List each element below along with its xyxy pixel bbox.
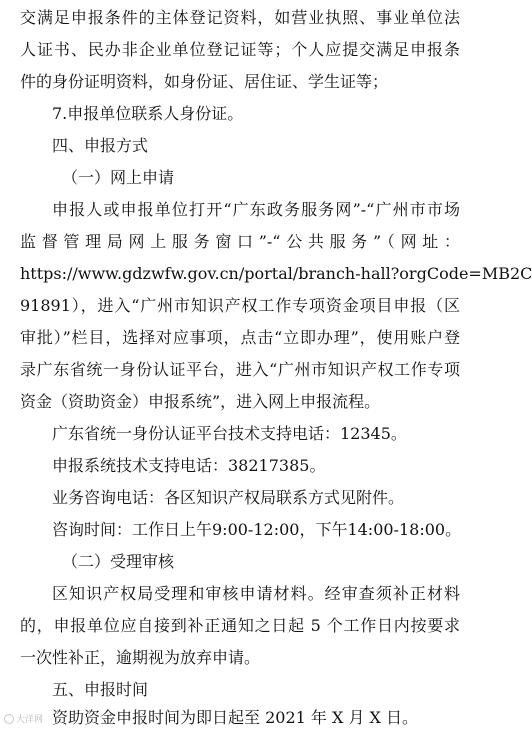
paragraph-line: 91891），进入“广州市知识产权工作专项资金项目申报（区 — [20, 296, 460, 315]
url-line: https://www.gdzwfw.gov.cn/portal/branch-hall?orgCode=MB2C — [20, 264, 532, 283]
paragraph-line: 申报人或申报单位打开“广东政务服务网”-“广州市市场 — [52, 200, 460, 219]
paragraph-line: 资助资金申报时间为即日起至 2021 年 X 月 X 日。 — [52, 708, 419, 727]
subsection-heading: （一）网上申请 — [62, 168, 175, 187]
subsection-heading: （二）受理审核 — [62, 552, 175, 571]
section-heading: 五、申报时间 — [52, 680, 149, 699]
support-phone-line: 广东省统一身份认证平台技术支持电话：12345。 — [52, 424, 407, 443]
consult-hours-line: 咨询时间：工作日上午9:00-12:00，下午14:00-18:00。 — [52, 520, 462, 539]
watermark — [4, 712, 43, 725]
paragraph-line: 人证书、民办非企业单位登记证等；个人应提交满足申报条 — [20, 40, 460, 59]
watermark-logo-icon — [4, 714, 14, 724]
section-heading: 四、申报方式 — [52, 136, 149, 155]
consult-phone-line: 业务咨询电话：各区知识产权局联系方式见附件。 — [52, 488, 405, 507]
paragraph-line: 区知识产权局受理和审核申请材料。经审查须补正材料 — [52, 584, 460, 603]
paragraph-line: 一次性补正，逾期视为放弃申请。 — [20, 648, 261, 667]
system-phone-line: 申报系统技术支持电话：38217385。 — [52, 456, 326, 475]
paragraph-line: 资金（资助资金）申报系统”，进入网上申报流程。 — [20, 392, 381, 411]
paragraph-line: 监督管理局网上服务窗口”-“公共服务”（网址： — [20, 232, 460, 251]
paragraph-line: 件的身份证明资料，如身份证、居住证、学生证等； — [20, 72, 389, 91]
paragraph-line: 审批）”栏目，选择对应事项，点击“立即办理”，使用账户登 — [20, 328, 460, 347]
paragraph-line: 录广东省统一身份认证平台，进入“广州市知识产权工作专项 — [20, 360, 460, 379]
paragraph-line: 的，申报单位应自接到补正通知之日起 5 个工作日内按要求 — [20, 616, 460, 635]
watermark-text: 大洋网 — [16, 715, 44, 725]
paragraph-line: 交满足申报条件的主体登记资料，如营业执照、事业单位法 — [20, 8, 460, 27]
list-item: 7.申报单位联系人身份证。 — [52, 104, 244, 123]
